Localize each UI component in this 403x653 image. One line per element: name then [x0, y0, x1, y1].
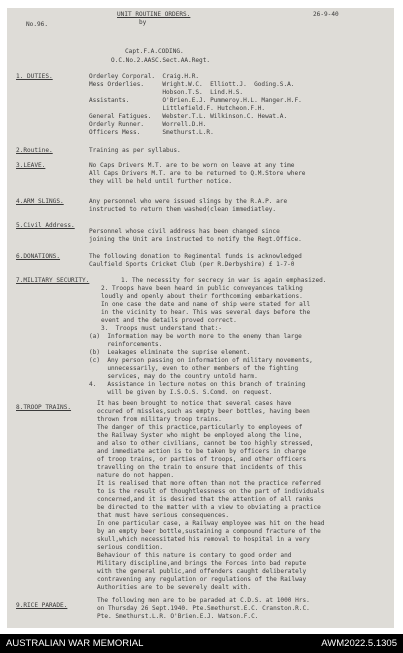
troop-trains-line: occured of missles,such as empty beer bottles, having been [97, 408, 310, 415]
routine-heading: 2.Routine. [16, 147, 53, 154]
document-page [7, 8, 394, 628]
security-line: loudly and openly about their forthcoming embarkations. [101, 293, 303, 300]
troop-trains-line: to is the result of thoughtlessness on the part of individuals [97, 488, 325, 495]
archive-name: AUSTRALIAN WAR MEMORIAL [6, 638, 144, 649]
routine-text: Training as per syllabus. [89, 147, 181, 154]
troop-trains-line: The danger of this practice,particularly to employees of [97, 424, 303, 431]
troop-trains-line: travelling on the train to ensure that incidents of this [97, 464, 303, 471]
donations-line: Caulfield Sports Cricket Club (per R.Derbyshire) £ 1-7-0 [89, 261, 295, 268]
rice-parade-line: Pte. Smethurst.L.R. O'Brien.E.J. Watson.F.C. [97, 613, 259, 620]
arm-slings-heading: 4.ARM SLINGS. [16, 198, 64, 205]
duties-line: Orderley Corporal. Craig.H.R. [89, 73, 200, 80]
duties-line: Littlefield.F. Hutcheon.F.H. [89, 105, 266, 112]
order-number: No.96. [26, 21, 49, 28]
security-line: (a) Information may be worth more to the enemy than large [89, 333, 302, 340]
military-security-heading: 7.MILITARY SECURITY. [16, 277, 90, 284]
security-line: In one case the date and name of ship were stated for all [101, 301, 311, 308]
duties-line: Hobson.T.S. Lind.H.S. [89, 89, 244, 96]
civil-address-line: Personnel whose civil address has been changed since [89, 228, 280, 235]
troop-trains-line: Military discipline,and brings the Forces into bad repute [97, 560, 307, 567]
duties-line: Assistants. O'Brien.E.J. Pummeroy.H.L. Manger.H.F. [89, 97, 302, 104]
duties-line: Officers Mess. Smethurst.L.R. [89, 129, 214, 136]
troop-trains-line: In one particular case, a Railway employee was hit on the head [97, 520, 325, 527]
troop-trains-line: Behaviour of this nature is contary to good order and [97, 552, 292, 559]
document-title: UNIT ROUTINE ORDERS. [117, 11, 191, 18]
troop-trains-line: with the general public,and offenders caught deliberately [97, 568, 307, 575]
archive-footer [0, 634, 403, 653]
security-line: 1. The necessity for secrecy in war is again emphasized. [121, 277, 327, 284]
troop-trains-line: Authorities are to be severely dealt with. [97, 584, 252, 591]
rice-parade-line: on Thursday 26 Sept.1940. Pte.Smethurst.E.C. Cranston.R.C. [97, 605, 310, 612]
donations-line: The following donation to Regimental funds is acknowledged [89, 253, 302, 260]
archive-reference: AWM2022.5.1305 [321, 638, 397, 649]
troop-trains-heading: 8.TROOP TRAINS. [16, 404, 72, 411]
security-line: 3. Troops must understand that:- [101, 325, 223, 332]
order-date: 26-9-40 [313, 11, 339, 18]
unit-name: O.C.No.2.AASC.Sect.AA.Regt. [111, 57, 211, 64]
security-line: event and the details proved correct. [101, 317, 237, 324]
arm-slings-line: instructed to return them washed(clean immediatley. [89, 206, 277, 213]
troop-trains-line: that must have serious consequences. [97, 512, 230, 519]
arm-slings-line: Any personnel who were issued slings by the R.A.P. are [89, 198, 288, 205]
troop-trains-line: It has been brought to notice that several cases have [97, 400, 292, 407]
troop-trains-line: thrown from military troop trains. [97, 416, 222, 423]
leave-line: No Caps Drivers M.T. are to be worn on leave at any time [89, 162, 295, 169]
duties-line: General Fatigues. Webster.T.L. Wilkinson.C. Hewat.A. [89, 113, 288, 120]
duties-line: Orderly Runner. Worrell.D.H. [89, 121, 207, 128]
leave-heading: 3.LEAVE. [16, 162, 46, 169]
security-line: (c) Any person passing on information of military movements, [89, 357, 313, 364]
troop-trains-line: the Railway Syster who might be employed along the line, [97, 432, 303, 439]
troop-trains-line: concerned,and it is desired that the attention of all ranks [97, 496, 314, 503]
troop-trains-line: It is realised that more often than not the practice referred [97, 480, 321, 487]
donations-heading: 6.DONATIONS. [16, 253, 61, 260]
duties-line: Mess Orderlies. Wright.W.C. Elliott.J. Goding.S.A. [89, 81, 295, 88]
security-line: will be given by I.S.O.S. S.Comd. on request. [89, 389, 273, 396]
troop-trains-line: serious condition. [97, 544, 164, 551]
security-line: 4. Assistance in lecture notes on this branch of training [89, 381, 306, 388]
security-line: in the vicinity to hear. This was several days before the [101, 309, 311, 316]
rice-parade-heading: 9.RICE PARADE. [16, 602, 68, 609]
civil-address-line: joining the Unit are instructed to notify the Regt.Office. [89, 236, 302, 243]
civil-address-heading: 5.Civil Address. [16, 222, 75, 229]
security-line: unnecessarily, even to other members of the fighting [89, 365, 299, 372]
leave-line: All Caps Drivers M.T. are to be returned to Q.M.Store where [89, 170, 306, 177]
by-line: by [139, 19, 147, 26]
officer-name: Capt.F.A.CODING. [125, 48, 184, 55]
troop-trains-line: of troop trains, or parties of troops, and other officers [97, 456, 307, 463]
security-line: reinforcements. [89, 341, 163, 348]
duties-heading: 1. DUTIES. [16, 73, 53, 80]
troop-trains-line: by an empty beer bottle,sustaining a compound fracture of the [97, 528, 321, 535]
troop-trains-line: contravening any regulation or regulations of the Railway [97, 576, 307, 583]
troop-trains-line: nature do not happen. [97, 472, 175, 479]
troop-trains-line: skull,which necessitated his removal to hospital in a very [97, 536, 310, 543]
leave-line: they will be held until further notice. [89, 178, 233, 185]
security-line: (b) Leakages eliminate the suprise element. [89, 349, 251, 356]
troop-trains-line: and immediate action is to be taken by officers in charge [97, 448, 307, 455]
troop-trains-line: and also to other civilians, cannot be too highly stressed, [97, 440, 314, 447]
security-line: 2. Troops have been heard in public conveyances talking [101, 285, 303, 292]
rice-parade-line: The following men are to be paraded at C.D.S. at 1000 Hrs. [97, 597, 310, 604]
security-line: services, may do the country untold harm. [89, 373, 258, 380]
troop-trains-line: be directed to the matter with a view to obviating a practice [97, 504, 321, 511]
